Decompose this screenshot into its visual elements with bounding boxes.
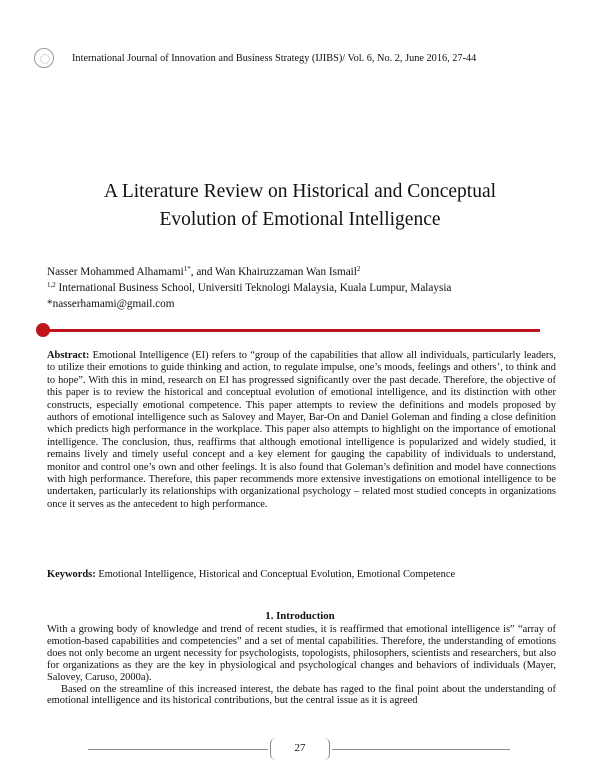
paper-title-line-2: Evolution of Emotional Intelligence <box>159 209 441 230</box>
abstract-text: Emotional Intelligence (EI) refers to “group of the capabilities that allow all individuals, particularly leaders, to utilize their emotions to guide thinking and action, to regulate impulse, one’s moods, feelings and others’, to think and to hope”. With this in mind, research on EI has progressed significantly over the past decade. Therefore, the objective of this paper is to review the historical and conceptual evolution of emotional intelligence, and its distinction with other constructs, especially emotional competence. This paper attempts to review the definitions and models proposed by authors of emotional intelligence such as Salovey and Mayer, Bar-On and Daniel Goleman and finding a close definition which predicts high performance in the workplace. This paper also attempts to highlight on the importance of emotional intelligence. The conclusion, thus, reaffirms that although emotional intelligence is popularized and widely studied, it remains lively and timely useful concept and a key element for gauging the capability of individuals to understand, monitor and control one’s own and other feelings. It is also found that Goleman’s definition and model have connections with high performance. Therefore, this paper recommends more extensive investigations on emotional intelligence to be undertaken, particularly its relationships with organizational psychology – related most studied concepts in organizations once it serves as the antecedent to high performance. <box>47 350 556 510</box>
author-2-name: , and Wan Khairuzzaman Wan Ismail <box>190 266 357 278</box>
author-2-superscript: 2 <box>356 265 361 273</box>
keywords <box>47 569 556 581</box>
affiliation-line <box>47 282 451 294</box>
affiliation-superscript: 1,2 <box>47 281 56 289</box>
abstract-label: Abstract: <box>47 350 90 361</box>
section-heading-introduction: 1. Introduction <box>265 610 335 622</box>
keywords-label: Keywords: <box>47 569 96 580</box>
separator-bar <box>48 329 540 332</box>
paper-title-line-1: A Literature Review on Historical and Conceptual <box>103 181 497 202</box>
keywords-text: Emotional Intelligence, Historical and Conceptual Evolution, Emotional Competence <box>95 569 456 580</box>
footer-rule-left <box>88 749 268 750</box>
journal-header: International Journal of Innovation and Business Strategy (IJIBS)/ Vol. 6, No. 2, June 2016, 27-44 <box>72 53 477 64</box>
footer-rule-right <box>332 749 510 750</box>
abstract <box>47 350 556 511</box>
author-email: *nasserhamami@gmail.com <box>47 298 175 310</box>
intro-paragraph-1: With a growing body of knowledge and trend of recent studies, it is reaffirmed that emotional intelligence is” “array of emotion-based capabilities and competencies” and a set of mental capabilities. Therefore, the understanding of emotions does not only become an urgent necessity for psychologists, topologists, philosophers, scientists and researchers, but also for organizations as they are the key in physiological and psychological changes and behaviors of individuals (Mayer, Salovey, Caruso, 2000a). <box>47 624 556 683</box>
intro-paragraph-2: Based on the streamline of this increased interest, the debate has raged to the final point about the understanding of emotional intelligence and its historical contributions, but the central issue as it is agreed <box>47 683 556 707</box>
introduction-body <box>47 624 556 707</box>
author-1-name: Nasser Mohammed Alhamami <box>47 266 184 278</box>
author-1-superscript: 1* <box>183 265 191 273</box>
page-number: 27 <box>294 742 306 754</box>
separator-dot <box>36 323 50 337</box>
journal-logo <box>34 48 54 68</box>
author-line <box>47 266 360 278</box>
affiliation-text: International Business School, Universiti Teknologi Malaysia, Kuala Lumpur, Malaysia <box>55 282 452 294</box>
